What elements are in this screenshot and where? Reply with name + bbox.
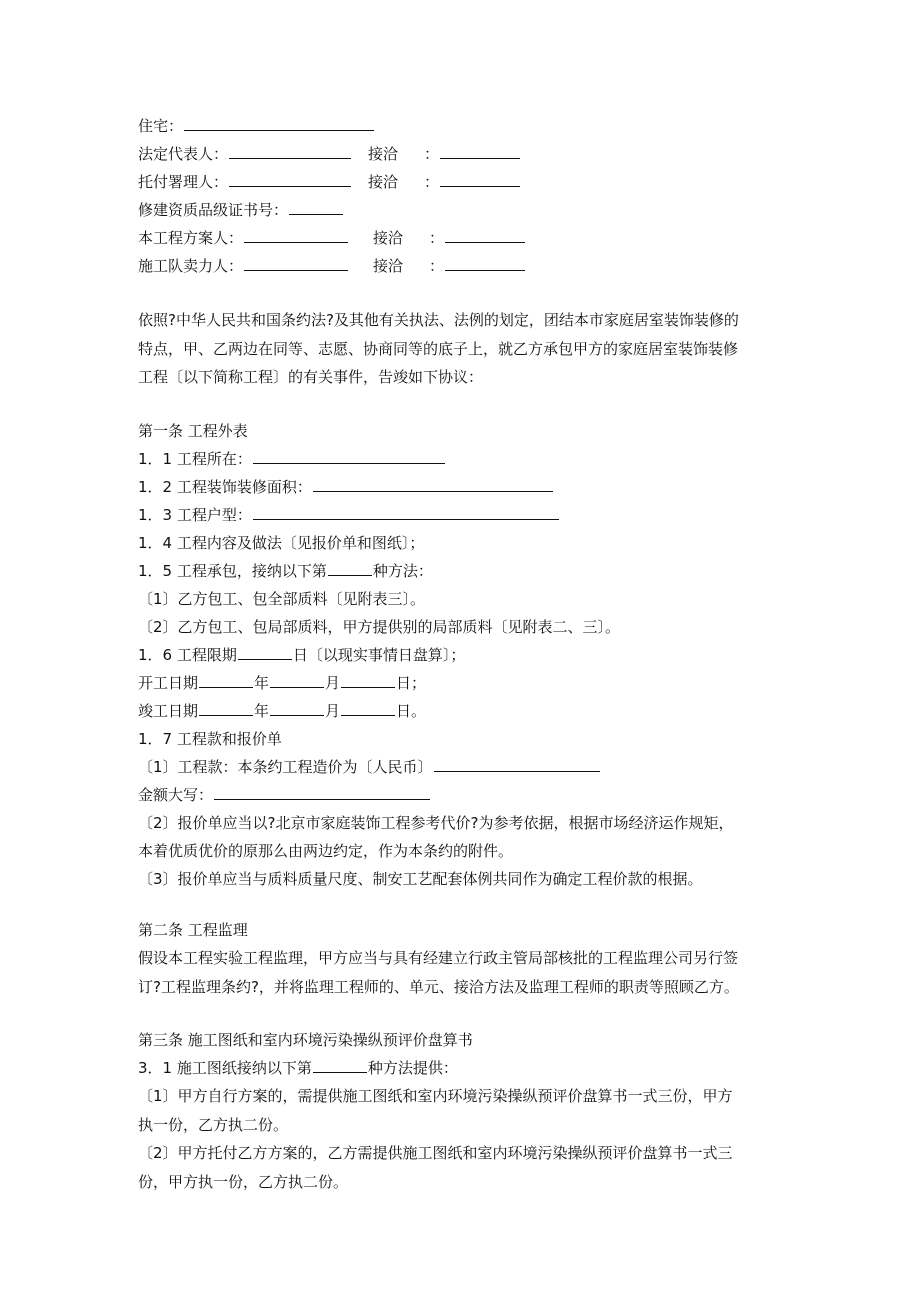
article-line: 假设本工程实验工程监理，甲方应当与具有经建立行政主管局部核批的工程监理公司另行签	[138, 949, 739, 967]
item-label-tail: 日〔以现实事情日盘算〕；	[292, 646, 466, 664]
item-label-tail: 种方法：	[372, 562, 433, 580]
end-date-row	[138, 697, 808, 725]
foreman-blank[interactable]	[244, 253, 348, 271]
quote-basis-line: 本着优质优价的原那么由两边约定，作为本条约的附件。	[138, 842, 514, 860]
period-blank[interactable]	[238, 642, 292, 660]
article-line: 订?工程监理条约?，并将监理工程师的、单元、接洽方法及监理工程师的职责等照顾乙方。	[138, 977, 739, 996]
item-1-6	[138, 641, 808, 669]
cert-row	[138, 196, 788, 224]
cert-label: 修建资质品级证书号：	[138, 201, 289, 219]
item-label: 1．1 工程所在：	[138, 450, 252, 468]
colon: ：	[424, 145, 440, 163]
end-date-label: 竣工日期	[138, 702, 199, 720]
method-blank[interactable]	[328, 558, 372, 576]
item-1-7: 1．7 工程款和报价单	[138, 730, 282, 748]
colon: ：	[424, 173, 440, 191]
rep-blank[interactable]	[229, 141, 351, 159]
option-line: 份，甲方执一份，乙方执二份。	[138, 1172, 349, 1191]
designer-row	[138, 224, 788, 252]
option-1: 〔1〕乙方包工、包全部质料〔见附表三〕。	[138, 590, 426, 608]
item-1-2	[138, 473, 808, 501]
start-day-blank[interactable]	[341, 670, 395, 688]
contact-label: 接洽	[368, 173, 399, 191]
start-year-blank[interactable]	[199, 670, 253, 688]
option-line: 〔2〕甲方托付乙方方案的，乙方需提供施工图纸和室内环境污染操纵预评价盘算书一式三	[138, 1144, 733, 1162]
month-label: 月	[325, 674, 341, 692]
entrust-blank[interactable]	[229, 169, 351, 187]
item-label-tail: 种方法提供：	[367, 1059, 458, 1077]
year-label: 年	[254, 702, 270, 720]
article-1	[138, 417, 808, 893]
option-2: 〔2〕乙方包工、包局部质料，甲方提供别的局部质料〔见附表二、三〕。	[138, 618, 621, 636]
entrust-contact-blank[interactable]	[440, 169, 520, 187]
start-date-row	[138, 669, 808, 697]
option-line: 〔1〕甲方自行方案的，需提供施工图纸和室内环境污染操纵预评价盘算书一式三份，甲方	[138, 1087, 733, 1105]
article-2	[138, 916, 808, 1001]
unit-type-blank[interactable]	[253, 502, 559, 520]
entrust-row	[138, 168, 788, 196]
rep-row	[138, 140, 788, 168]
article-3	[138, 1026, 808, 1196]
item-label: 1．5 工程承包，接纳以下第	[138, 562, 327, 580]
start-month-blank[interactable]	[270, 670, 324, 688]
article-title: 第一条 工程外表	[138, 422, 248, 440]
year-label: 年	[254, 674, 270, 692]
item-label: 1．6 工程限期	[138, 646, 237, 664]
residence-blank[interactable]	[184, 113, 374, 131]
item-1-4: 1．4 工程内容及做法〔见报价单和图纸〕；	[138, 534, 425, 552]
colon: ：	[429, 257, 445, 275]
foreman-contact-blank[interactable]	[445, 253, 525, 271]
colon: ：	[429, 229, 445, 247]
price-label: 〔1〕工程款：本条约工程造价为〔人民币〕	[138, 758, 433, 776]
location-blank[interactable]	[253, 446, 445, 464]
intro-line: 特点，甲、乙两边在同等、志愿、协商同等的底子上，就乙方承包甲方的家庭居室装饰装修	[138, 339, 739, 358]
price-row	[138, 753, 808, 781]
option-line: 执一份，乙方执二份。	[138, 1115, 289, 1134]
contact-label: 接洽	[368, 145, 399, 163]
start-date-label: 开工日期	[138, 674, 199, 692]
intro-paragraph	[138, 306, 798, 392]
cert-blank[interactable]	[289, 197, 343, 215]
day-label: 日；	[396, 674, 427, 692]
quote-material-line: 〔3〕报价单应当与质料质量尺度、制安工艺配套体例共同作为确定工程价款的根据。	[138, 870, 703, 888]
amount-row	[138, 781, 808, 809]
item-3-1	[138, 1054, 808, 1082]
end-day-blank[interactable]	[341, 698, 395, 716]
end-year-blank[interactable]	[199, 698, 253, 716]
end-month-blank[interactable]	[270, 698, 324, 716]
intro-line: 工程〔以下简称工程〕的有关事件，告竣如下协议：	[138, 368, 484, 386]
item-label: 3．1 施工图纸接纳以下第	[138, 1059, 312, 1077]
article-title: 第三条 施工图纸和室内环境污染操纵预评价盘算书	[138, 1031, 473, 1049]
intro-line: 依照?中华人民共和国条约法?及其他有关执法、法例的划定，团结本市家庭居室装饰装修的	[138, 311, 739, 329]
amount-label: 金额大写：	[138, 786, 214, 804]
price-blank[interactable]	[434, 754, 600, 772]
drawing-method-blank[interactable]	[313, 1055, 367, 1073]
amount-blank[interactable]	[214, 782, 430, 800]
item-1-3	[138, 501, 808, 529]
header-fields	[138, 112, 788, 280]
contact-label: 接洽	[373, 229, 404, 247]
rep-contact-blank[interactable]	[440, 141, 520, 159]
rep-label: 法定代表人：	[138, 145, 229, 163]
quote-basis-line: 〔2〕报价单应当以?北京市家庭装饰工程参考代价?为参考依据，根据市场经济运作规矩，	[138, 814, 734, 832]
contact-label: 接洽	[373, 257, 404, 275]
article-title: 第二条 工程监理	[138, 921, 248, 939]
month-label: 月	[325, 702, 341, 720]
designer-contact-blank[interactable]	[445, 225, 525, 243]
item-1-1	[138, 445, 808, 473]
item-label: 1．2 工程装饰装修面积：	[138, 478, 312, 496]
day-label: 日。	[396, 702, 427, 720]
residence-label: 住宅：	[138, 117, 184, 135]
item-1-5	[138, 557, 808, 585]
item-label: 1．3 工程户型：	[138, 506, 252, 524]
foreman-label: 施工队卖力人：	[138, 257, 244, 275]
designer-label: 本工程方案人：	[138, 229, 244, 247]
designer-blank[interactable]	[244, 225, 348, 243]
entrust-label: 托付署理人：	[138, 173, 229, 191]
area-blank[interactable]	[313, 474, 553, 492]
foreman-row	[138, 252, 788, 280]
residence-row	[138, 112, 788, 140]
